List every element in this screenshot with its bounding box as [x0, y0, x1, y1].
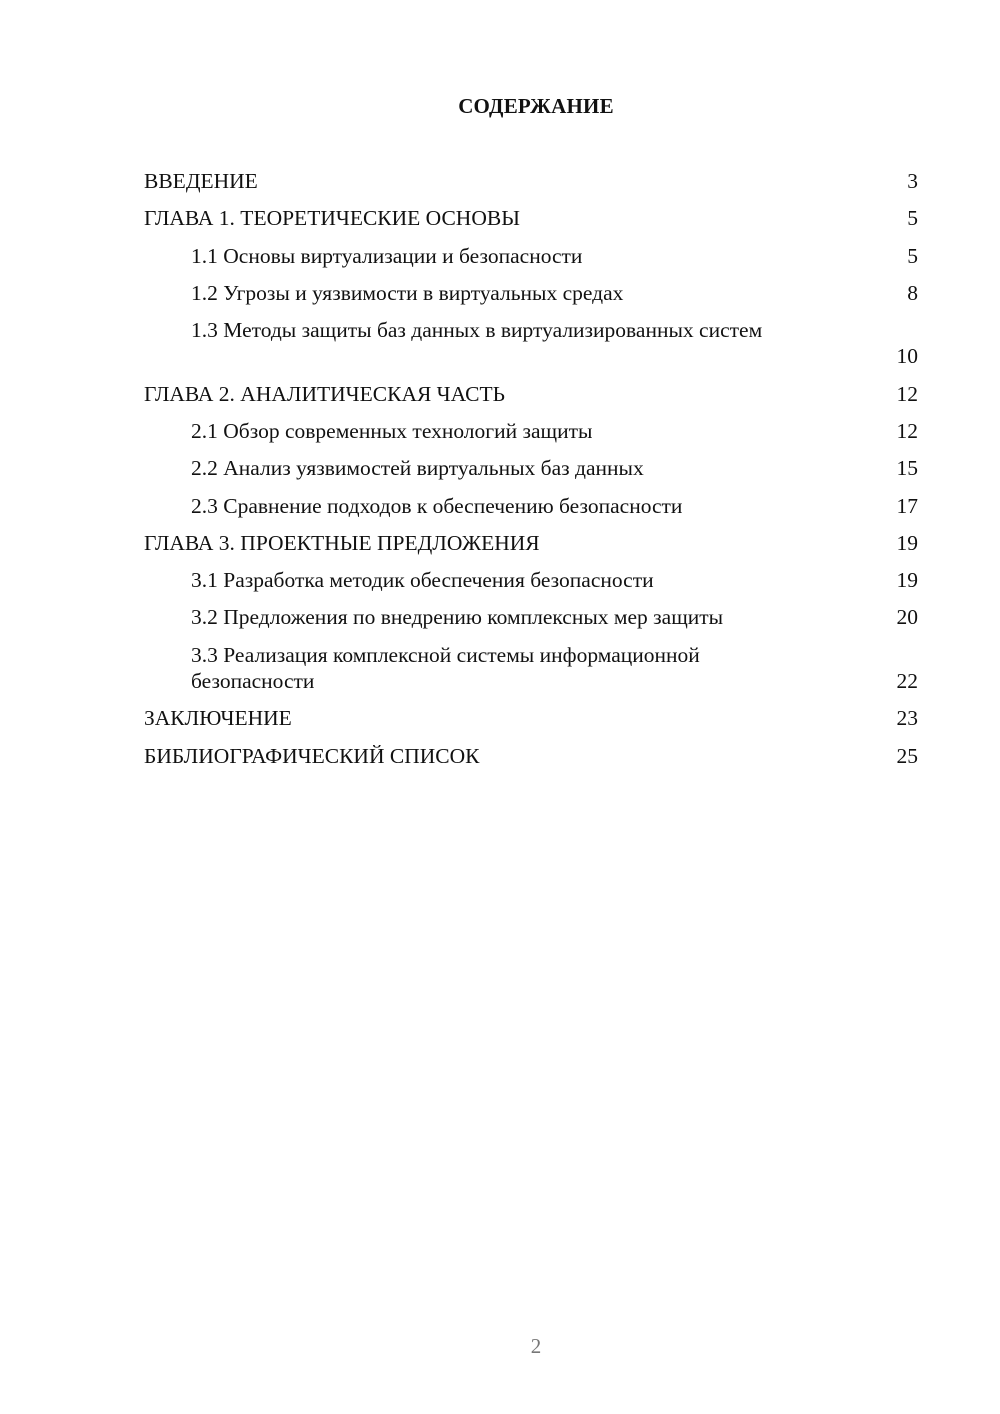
- toc-entry-page: 5: [907, 206, 918, 231]
- toc-entry-text: 1.2 Угрозы и уязвимости в виртуальных средах: [191, 280, 624, 305]
- toc-entry-text: 2.1 Обзор современных технологий защиты: [191, 418, 593, 443]
- toc-entry-page: 3: [907, 169, 918, 193]
- page-number: 2: [530, 1334, 542, 1358]
- toc-entry-section-3-3[interactable]: [144, 642, 918, 706]
- toc-entry-page: 25: [896, 743, 918, 768]
- toc-entry-conclusion[interactable]: [144, 705, 918, 742]
- toc-entry-text: 3.1 Разработка методик обеспечения безопасности: [191, 568, 654, 593]
- toc-entry-text: 3.2 Предложения по внедрению комплексных мер защиты: [191, 605, 724, 630]
- toc-entry-text: БИБЛИОГРАФИЧЕСКИЙ СПИСОК: [144, 743, 480, 768]
- toc-entry-section-2-1[interactable]: [144, 418, 918, 455]
- toc-entry-text: 3.3 Реализация комплексной системы информационной безопасности: [191, 642, 700, 693]
- toc-entry-section-2-2[interactable]: [144, 455, 918, 492]
- toc-entry-page: 23: [896, 706, 918, 731]
- toc-entry-section-3-2[interactable]: [144, 604, 918, 641]
- toc-entry-chapter-2[interactable]: [144, 381, 918, 418]
- toc-entry-text: ГЛАВА 1. ТЕОРЕТИЧЕСКИЕ ОСНОВЫ: [144, 206, 520, 231]
- toc-entry-text: 1.1 Основы виртуализации и безопасности: [191, 243, 583, 268]
- toc-entry-chapter-3[interactable]: [144, 530, 918, 567]
- toc-entry-page: 20: [896, 605, 918, 630]
- toc-entry-page: 15: [896, 456, 918, 481]
- toc-entry-page: 19: [896, 568, 918, 593]
- toc-entry-section-1-1[interactable]: [144, 243, 918, 280]
- toc-entry-text: 1.3 Методы защиты баз данных в виртуализированных систем: [191, 318, 763, 343]
- toc-entry-bibliography[interactable]: [144, 743, 918, 780]
- toc-entry-page: 22: [896, 668, 918, 693]
- toc-entry-page: 12: [896, 381, 918, 406]
- toc-entry-page: 12: [896, 418, 918, 443]
- toc-entry-page: 8: [907, 280, 918, 305]
- toc-entry-page: 17: [896, 493, 918, 518]
- toc-entry-text: 2.3 Сравнение подходов к обеспечению безопасности: [191, 493, 683, 518]
- table-of-contents: [144, 168, 918, 780]
- toc-entry-text: ЗАКЛЮЧЕНИЕ: [144, 706, 292, 731]
- toc-entry-section-1-2[interactable]: [144, 280, 918, 317]
- toc-entry-chapter-1[interactable]: [144, 205, 918, 242]
- toc-entry-page: 5: [907, 243, 918, 268]
- toc-entry-page: 10: [896, 344, 918, 369]
- toc-entry-section-3-1[interactable]: [144, 567, 918, 604]
- toc-entry-text: ГЛАВА 3. ПРОЕКТНЫЕ ПРЕДЛОЖЕНИЯ: [144, 530, 540, 555]
- toc-entry-introduction[interactable]: [144, 168, 918, 205]
- toc-entry-section-2-3[interactable]: [144, 493, 918, 530]
- toc-entry-section-1-3[interactable]: [144, 317, 918, 381]
- toc-entry-text: 2.2 Анализ уязвимостей виртуальных баз данных: [191, 456, 644, 481]
- toc-entry-page: 19: [896, 530, 918, 555]
- page-title: СОДЕРЖАНИЕ: [458, 94, 614, 118]
- toc-entry-text: ВВЕДЕНИЕ: [144, 169, 258, 193]
- toc-entry-text: ГЛАВА 2. АНАЛИТИЧЕСКАЯ ЧАСТЬ: [144, 381, 505, 406]
